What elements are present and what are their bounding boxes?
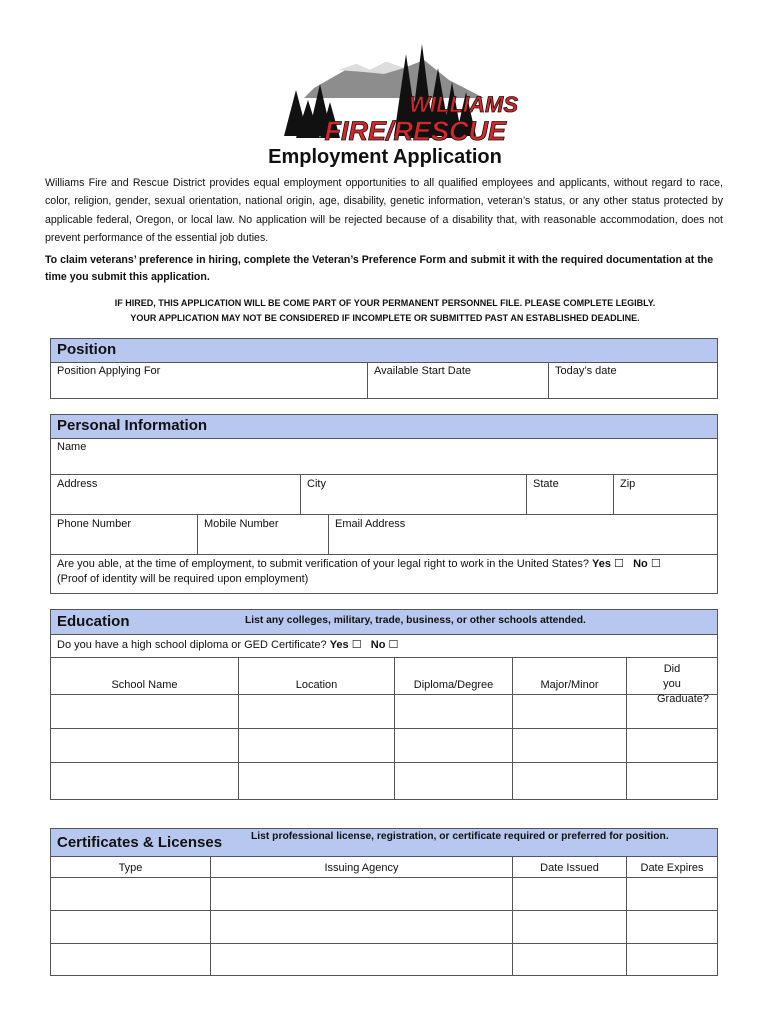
education-heading: Education — [57, 613, 130, 630]
edu-row-2-major[interactable] — [513, 729, 627, 763]
edu-row-1-graduated[interactable] — [627, 695, 717, 729]
edu-col-graduated — [627, 658, 717, 705]
todays-date-field[interactable] — [549, 362, 717, 399]
phone-label: Phone Number — [57, 518, 131, 530]
williams-fire-rescue-logo — [244, 40, 526, 144]
edu-col-major — [513, 658, 627, 695]
certificates-licenses-section — [50, 828, 718, 976]
cert-row-2-agency[interactable] — [211, 911, 513, 944]
position-heading: Position — [57, 341, 117, 358]
diploma-yes-label: Yes — [329, 639, 349, 651]
city-field[interactable] — [301, 475, 527, 515]
personnel-file-notice — [0, 296, 770, 326]
personal-information-section — [50, 414, 718, 594]
edu-row-2-graduated[interactable] — [627, 729, 717, 763]
cert-col-type — [51, 856, 211, 878]
cert-row-1-expires[interactable] — [627, 878, 717, 911]
mobile-label: Mobile Number — [204, 518, 279, 530]
edu-row-2-diploma[interactable] — [395, 729, 513, 763]
cert-row-1-agency[interactable] — [211, 878, 513, 911]
position-applying-field[interactable] — [51, 362, 368, 399]
zip-field[interactable] — [614, 475, 717, 515]
name-field[interactable] — [51, 438, 717, 475]
diploma-no-label: No — [370, 639, 386, 651]
zip-label: Zip — [620, 478, 636, 490]
diploma-no-checkbox[interactable]: ☐ — [388, 639, 399, 651]
position-section — [50, 338, 718, 399]
position-header — [51, 339, 717, 363]
diploma-question — [57, 638, 398, 651]
position-applying-label: Position Applying For — [57, 365, 161, 377]
cert-row-2-issued[interactable] — [513, 911, 627, 944]
cert-row-1-type[interactable] — [51, 878, 211, 911]
todays-date-label: Today’s date — [555, 365, 617, 377]
cert-row-3-issued[interactable] — [513, 944, 627, 975]
work-verification-question — [57, 557, 661, 570]
verify-yes-label: Yes — [592, 558, 611, 570]
logo-line2: FIRE/RESCUE — [324, 116, 506, 144]
edu-col-label: Location — [295, 679, 338, 691]
certificates-note: List professional license, registration, or certificate required or preferred for position. — [251, 831, 669, 842]
certificates-heading: Certificates & Licenses — [57, 834, 223, 851]
education-note: List any colleges, military, trade, business, or other schools attended. — [245, 615, 586, 626]
edu-row-2-location[interactable] — [239, 729, 395, 763]
edu-col-location — [239, 658, 395, 695]
notice-line-1: IF HIRED, THIS APPLICATION WILL BE COME PART OF YOUR PERMANENT PERSONNEL FILE. PLEASE COMPLETE LEGIBLY. — [114, 298, 656, 308]
cert-col-label: Issuing Agency — [324, 862, 399, 874]
cert-row-3-type[interactable] — [51, 944, 211, 975]
edu-col-label: Major/Minor — [540, 679, 599, 691]
education-header — [51, 610, 717, 635]
notice-line-2: YOUR APPLICATION MAY NOT BE CONSIDERED IF INCOMPLETE OR SUBMITTED PAST AN ESTABLISHED DEADLINE. — [130, 313, 640, 323]
address-field[interactable] — [51, 475, 301, 515]
address-label: Address — [57, 478, 98, 490]
edu-row-1-location[interactable] — [239, 695, 395, 729]
mobile-number-field[interactable] — [198, 515, 329, 555]
name-label: Name — [57, 441, 87, 453]
start-date-label: Available Start Date — [374, 365, 472, 377]
logo-graphic — [244, 40, 526, 144]
personal-header — [51, 415, 717, 439]
state-field[interactable] — [527, 475, 614, 515]
cert-row-2-type[interactable] — [51, 911, 211, 944]
email-label: Email Address — [335, 518, 406, 530]
cert-row-2-expires[interactable] — [627, 911, 717, 944]
verify-no-checkbox[interactable]: ☐ — [650, 558, 661, 570]
cert-col-date-expires — [627, 856, 717, 878]
verify-no-label: No — [633, 558, 648, 570]
edu-row-1-major[interactable] — [513, 695, 627, 729]
city-label: City — [307, 478, 326, 490]
edu-col-label: Diploma/Degree — [413, 679, 494, 691]
edu-col-label: Did you Graduate? — [657, 663, 709, 705]
cert-col-label: Type — [118, 862, 143, 874]
edu-row-3-location[interactable] — [239, 763, 395, 799]
cert-col-label: Date Expires — [640, 862, 704, 874]
cert-col-issuing-agency — [211, 856, 513, 878]
state-label: State — [533, 478, 559, 490]
edu-row-3-major[interactable] — [513, 763, 627, 799]
cert-col-date-issued — [513, 856, 627, 878]
diploma-question-text: Do you have a high school diploma or GED Certificate? — [57, 639, 327, 651]
equal-opportunity-statement: Williams Fire and Rescue District provides equal employment opportunities to all qualified employees and applicants, without regard to race, color, religion, gender, sexual orientation, national origin, age, disability, genetic information, veteran’s status, or any other status protected by applicable federal, Oregon, or local law. No application will be rejected because of a disability that, with reasonable accommodation, does not prevent performance of the essential job duties. — [45, 177, 723, 245]
personal-heading: Personal Information — [57, 417, 208, 434]
available-start-date-field[interactable] — [368, 362, 549, 399]
verify-note: (Proof of identity will be required upon employment) — [57, 573, 309, 585]
cert-row-3-agency[interactable] — [211, 944, 513, 975]
page-title: Employment Application — [268, 146, 502, 168]
edu-row-3-diploma[interactable] — [395, 763, 513, 799]
cert-row-3-expires[interactable] — [627, 944, 717, 975]
certificates-header — [51, 829, 717, 857]
verify-question-text: Are you able, at the time of employment, to submit verification of your legal right to work in the United States? — [57, 558, 589, 570]
edu-row-2-school[interactable] — [51, 729, 239, 763]
edu-col-school-name — [51, 658, 239, 695]
education-section — [50, 609, 718, 800]
edu-row-3-school[interactable] — [51, 763, 239, 799]
veterans-preference-note: To claim veterans’ preference in hiring, complete the Veteran’s Preference Form and submit it with the required documentation at the time you submit this application. — [45, 254, 714, 283]
email-address-field[interactable] — [329, 515, 717, 555]
cert-col-label: Date Issued — [540, 862, 599, 874]
phone-number-field[interactable] — [51, 515, 198, 555]
verify-yes-checkbox[interactable]: ☐ — [614, 558, 624, 570]
edu-row-3-graduated[interactable] — [627, 763, 717, 799]
cert-row-1-issued[interactable] — [513, 878, 627, 911]
edu-col-label: School Name — [111, 679, 178, 691]
diploma-yes-checkbox[interactable]: ☐ — [351, 639, 362, 651]
logo-line1: WILLIAMS — [409, 92, 518, 117]
edu-row-1-diploma[interactable] — [395, 695, 513, 729]
edu-col-diploma — [395, 658, 513, 695]
edu-row-1-school[interactable] — [51, 695, 239, 729]
